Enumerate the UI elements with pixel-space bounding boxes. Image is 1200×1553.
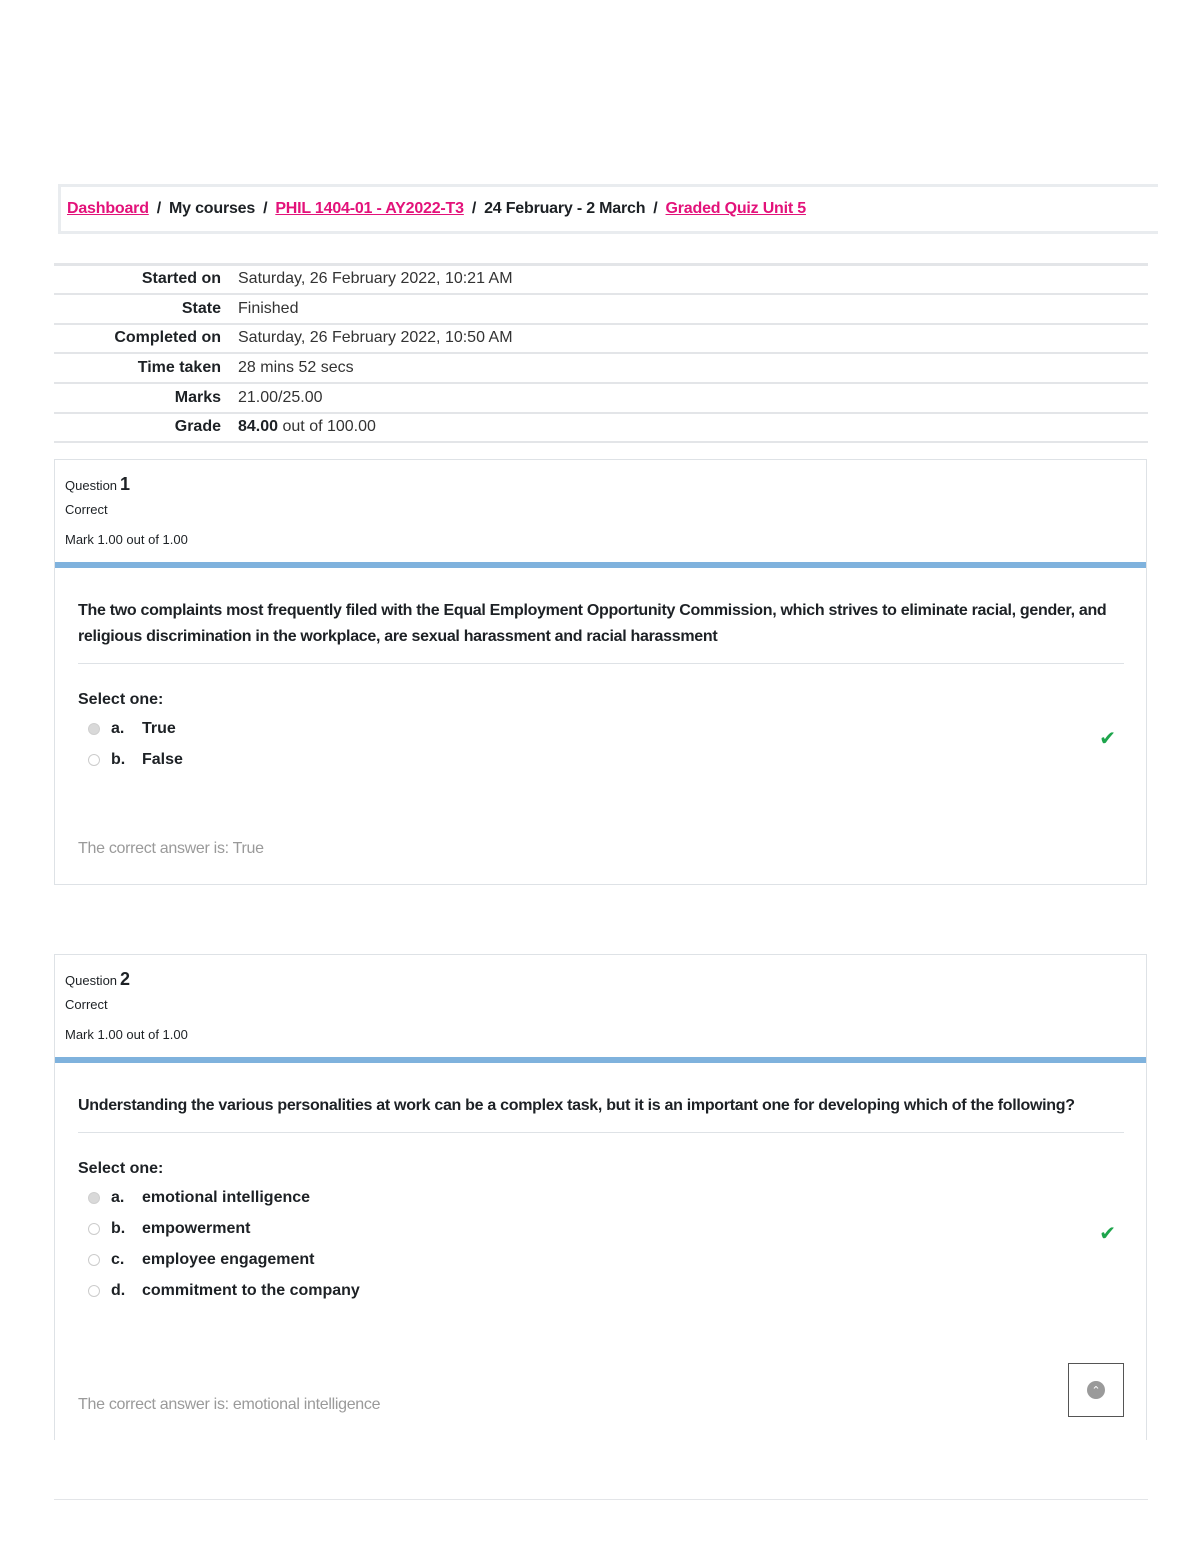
summary-row-grade [54,412,1148,443]
summary-value: 21.00/25.00 [238,389,323,407]
summary-label: State [181,299,221,317]
question-number [65,470,1136,499]
select-one-prompt: Select one: [78,691,164,708]
question-prefix: Question [65,973,118,988]
question-accent-bar [55,1057,1146,1063]
question-state: Correct [65,997,108,1012]
option-letter: d. [111,1281,126,1299]
summary-row-completed [54,323,1148,353]
option-label: employee engagement [142,1250,315,1268]
breadcrumb [58,184,1158,234]
option-letter: b. [111,750,126,768]
summary-row-time-taken [54,352,1148,382]
question-state: Correct [65,502,108,517]
answer-options [78,1182,1124,1306]
option-letter: a. [111,719,125,737]
breadcrumb-dashboard[interactable]: Dashboard [67,200,149,217]
summary-label: Grade [174,418,221,436]
option-letter: b. [111,1219,126,1237]
summary-label: Marks [174,389,221,407]
correct-answer-feedback: The correct answer is: emotional intelligence [78,1396,381,1413]
attempt-summary-table [54,263,1148,443]
radio-button[interactable] [88,1285,100,1297]
question-content [78,1093,1124,1306]
option-letter: c. [111,1250,125,1268]
answer-option-a[interactable] [78,713,1124,744]
question-card-1 [54,459,1147,885]
breadcrumb-separator: / [653,200,658,217]
question-number-value: 1 [120,474,131,494]
summary-row-marks [54,382,1148,412]
question-prefix: Question [65,478,118,493]
question-content [78,598,1124,775]
summary-value [238,418,376,436]
question-accent-bar [55,562,1146,568]
correct-check-icon: ✔ [1099,1223,1116,1245]
question-mark: Mark 1.00 out of 1.00 [65,532,188,547]
question-text: The two complaints most frequently filed with the Equal Employment Opportunity Commission, which strives to eliminate racial, gender, and religious discrimination in the workplace, are sexual harassment and racial harassment [78,598,1124,664]
grade-score: 84.00 [238,418,279,436]
correct-answer-feedback: The correct answer is: True [78,840,264,857]
option-letter: a. [111,1188,125,1206]
select-one-prompt: Select one: [78,1160,164,1177]
summary-value: Saturday, 26 February 2022, 10:50 AM [238,329,513,347]
question-number [65,965,1136,994]
grade-out-of: out of 100.00 [282,418,376,436]
answer-option-a[interactable] [78,1182,1124,1213]
radio-button-selected[interactable] [88,723,100,735]
option-label: False [142,750,183,768]
summary-value: 28 mins 52 secs [238,359,354,377]
answer-option-d[interactable] [78,1275,1124,1306]
answer-option-b[interactable] [78,744,1124,775]
answer-option-b[interactable] [78,1213,1124,1244]
question-card-2 [54,954,1147,1440]
summary-label: Started on [141,270,221,288]
answer-option-c[interactable] [78,1244,1124,1275]
breadcrumb-my-courses: My courses [169,200,256,217]
summary-label: Completed on [114,329,221,347]
breadcrumb-section: 24 February - 2 March [484,200,646,217]
correct-check-icon: ✔ [1099,728,1116,750]
breadcrumb-quiz[interactable]: Graded Quiz Unit 5 [665,200,806,217]
summary-value: Finished [238,299,299,317]
summary-value: Saturday, 26 February 2022, 10:21 AM [238,270,513,288]
breadcrumb-separator: / [263,200,268,217]
chevron-up-icon: ⌃ [1087,1381,1105,1399]
radio-button-selected[interactable] [88,1192,100,1204]
breadcrumb-separator: / [156,200,162,217]
option-label: True [142,719,176,737]
question-info [55,460,1146,559]
answer-options [78,713,1124,775]
option-label: emotional intelligence [142,1188,311,1206]
question-mark: Mark 1.00 out of 1.00 [65,1027,188,1042]
breadcrumb-separator: / [471,200,477,217]
back-to-top-button[interactable] [1068,1363,1124,1417]
question-text: Understanding the various personalities at work can be a complex task, but it is an important one for developing which of the following? [78,1093,1124,1133]
summary-row-started [54,263,1148,293]
radio-button[interactable] [88,754,100,766]
summary-label: Time taken [137,359,221,377]
question-number-value: 2 [120,969,131,989]
page-divider [54,1499,1148,1500]
breadcrumb-course[interactable]: PHIL 1404-01 - AY2022-T3 [275,200,464,217]
option-label: commitment to the company [142,1281,360,1299]
radio-button[interactable] [88,1223,100,1235]
summary-row-state [54,293,1148,323]
option-label: empowerment [142,1219,251,1237]
radio-button[interactable] [88,1254,100,1266]
question-info [55,955,1146,1054]
